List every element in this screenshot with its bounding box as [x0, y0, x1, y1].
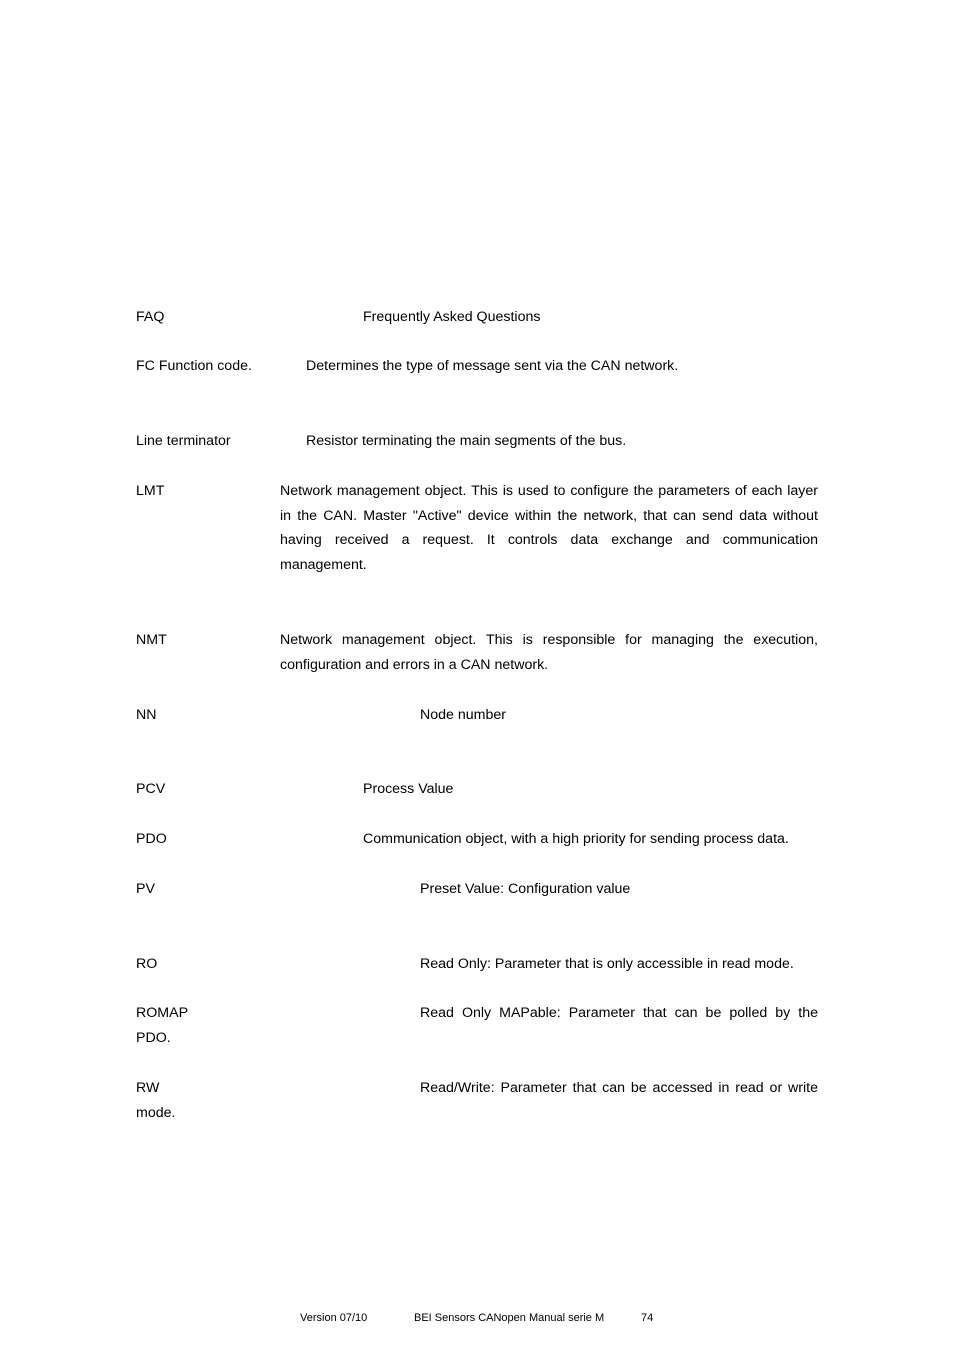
- definition-lmt-line: having received a request. It controls data exchange and communication: [280, 532, 818, 549]
- term-rw: RW: [136, 1080, 160, 1096]
- definition-nmt-line: Network management object. This is responsible for managing the execution,: [280, 632, 818, 648]
- definition-rw-continuation: mode.: [136, 1105, 176, 1121]
- definition-lmt-line: in the CAN. Master "Active" device within the network, that can send data without: [280, 507, 818, 524]
- footer-title: BEI Sensors CANopen Manual serie M: [414, 1312, 605, 1324]
- definition-romap-continuation: PDO.: [136, 1030, 171, 1046]
- term-fc: FC Function code.: [136, 358, 252, 374]
- term-pcv: PCV: [136, 781, 166, 797]
- definition-ro: Read Only: Parameter that is only accessible in read mode.: [420, 956, 794, 972]
- definition-romap: Read Only MAPable: Parameter that can be polled by the: [420, 1005, 818, 1021]
- definition-nmt: [280, 628, 818, 677]
- term-pv: PV: [136, 881, 155, 897]
- definition-lmt: [280, 479, 818, 578]
- term-nmt: NMT: [136, 632, 167, 648]
- definition-pv: Preset Value: Configuration value: [420, 881, 631, 897]
- definition-fc: Determines the type of message sent via the CAN network.: [306, 358, 679, 374]
- definition-lmt-line: management.: [280, 557, 367, 574]
- definition-pcv: Process Value: [363, 781, 454, 797]
- definition-line-terminator: Resistor terminating the main segments of the bus.: [306, 433, 627, 449]
- definition-lmt-line: Network management object. This is used to configure the parameters of each layer: [280, 483, 818, 499]
- definition-nn: Node number: [420, 707, 506, 723]
- footer-version: Version 07/10: [300, 1312, 368, 1324]
- definition-rw: Read/Write: Parameter that can be accessed in read or write: [420, 1080, 818, 1096]
- footer-page-number: 74: [641, 1312, 654, 1324]
- term-romap: ROMAP: [136, 1005, 189, 1021]
- definition-faq: Frequently Asked Questions: [363, 309, 541, 325]
- term-ro: RO: [136, 956, 158, 972]
- term-lmt: LMT: [136, 483, 165, 499]
- term-faq: FAQ: [136, 309, 165, 325]
- definition-nmt-line: configuration and errors in a CAN network.: [280, 656, 549, 673]
- term-nn: NN: [136, 707, 157, 723]
- term-line-terminator: Line terminator: [136, 433, 231, 449]
- definition-pdo: Communication object, with a high priority for sending process data.: [363, 831, 789, 847]
- term-pdo: PDO: [136, 831, 167, 847]
